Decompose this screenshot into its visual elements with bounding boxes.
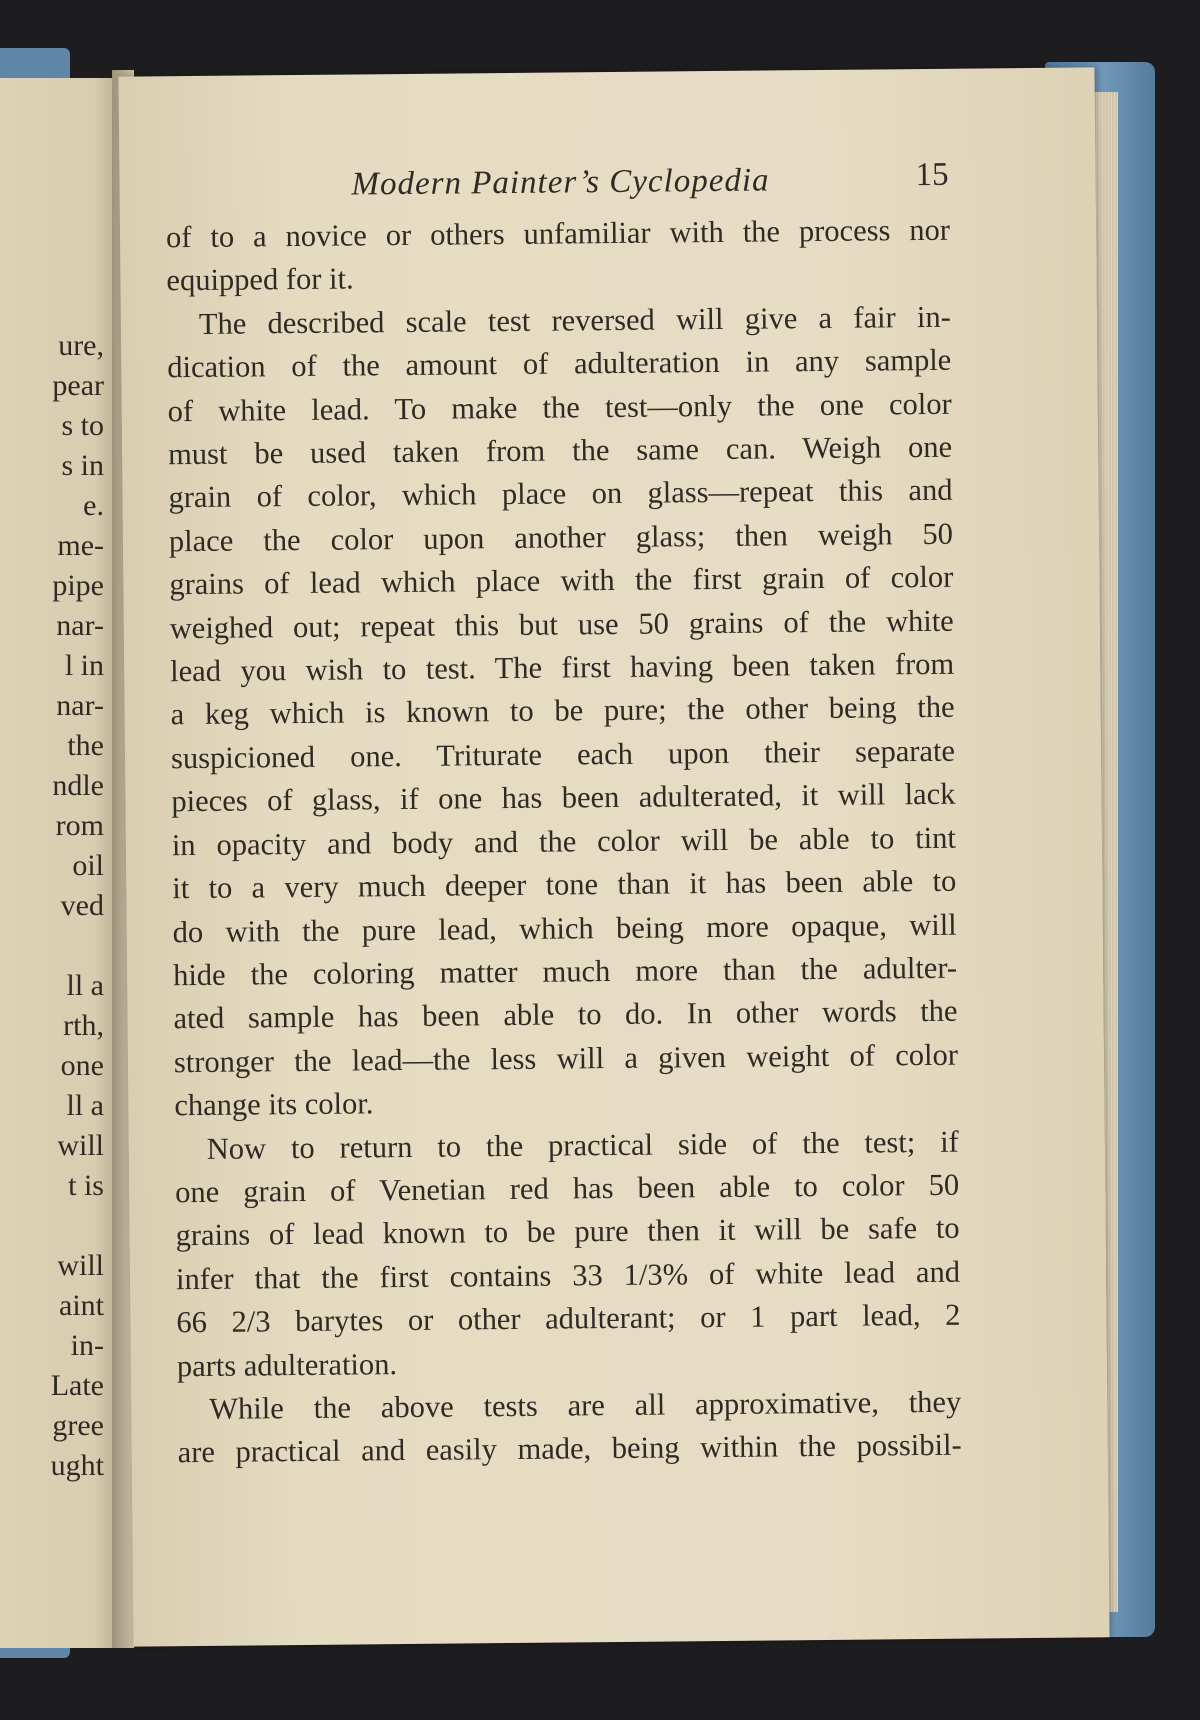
text-line: suspicioned one. Triturate each upon their separate: [170, 733, 956, 776]
left-page-fragment: ll a: [66, 969, 104, 1002]
page-body-text: [166, 209, 962, 1475]
text-line: of to a novice or others unfamiliar with the process nor: [165, 212, 951, 255]
text-line: equipped for it.: [166, 261, 354, 298]
text-line: ated sample has been able to do. In other words the: [173, 994, 958, 1036]
text-line: 66 2/3 barytes or other adulterant; or 1 part lead, 2: [176, 1297, 961, 1340]
left-page-fragment: rth,: [63, 1009, 104, 1042]
left-page-fragment: oil: [72, 849, 104, 882]
left-page-fragment: e.: [83, 489, 104, 522]
left-page-fragment: pear: [52, 369, 104, 402]
text-line: one grain of Venetian red has been able to color 50: [175, 1167, 960, 1210]
left-page-fragment: me-: [57, 529, 104, 562]
left-page-fragment: gree: [52, 1409, 104, 1442]
text-line: infer that the first contains 33 1/3% of white lead and: [175, 1254, 961, 1296]
text-line: of white lead. To make the test—only the one color: [167, 386, 952, 428]
left-page-fragment: rom: [55, 809, 104, 842]
text-line: hide the coloring matter much more than the adulter-: [172, 950, 958, 993]
text-line: grains of lead which place with the first grain of color: [169, 559, 954, 602]
page-number: 15: [915, 156, 949, 194]
text-line: do with the pure lead, which being more opaque, will: [172, 907, 957, 949]
left-page-fragment: ndle: [52, 769, 104, 802]
left-page-fragment: ure,: [58, 329, 104, 362]
text-line: must be used taken from the same can. Weigh one: [167, 429, 953, 472]
text-line: are practical and easily made, being within the possibil-: [177, 1428, 962, 1470]
text-line: grains of lead known to be pure then it will be safe to: [175, 1211, 960, 1253]
text-line: place the color upon another glass; then weigh 50: [168, 516, 954, 559]
text-line: Now to return to the practical side of the test; if: [206, 1124, 959, 1166]
text-line: grain of color, which place on glass—repeat this and: [168, 473, 953, 515]
left-page-fragment: one: [60, 1049, 104, 1082]
text-line: parts adulteration.: [176, 1346, 398, 1383]
text-line: dication of the amount of adulteration in any sample: [167, 342, 952, 385]
left-page-fragment: nar-: [56, 689, 104, 722]
text-line: While the above tests are all approximative, they: [209, 1384, 962, 1426]
left-page-fragment: pipe: [52, 569, 104, 602]
left-page-fragment: ll a: [66, 1089, 104, 1122]
text-line: in opacity and body and the color will be able to tint: [171, 820, 956, 862]
right-page: [118, 67, 1109, 1646]
text-line: it to a very much deeper tone than it has been able to: [172, 863, 957, 906]
text-line: a keg which is known to be pure; the other being the: [170, 690, 955, 732]
text-line: lead you wish to test. The first having been taken from: [170, 646, 955, 689]
text-line: weighed out; repeat this but use 50 grains of the white: [169, 603, 954, 645]
left-page-fragment: nar-: [56, 609, 104, 642]
left-page-fragment: s to: [61, 409, 104, 442]
left-page-fragment: l in: [64, 649, 104, 682]
text-line: The described scale test reversed will give a fair in-: [198, 299, 951, 341]
left-page-fragment: s in: [61, 449, 104, 482]
left-page-fragment: will: [57, 1249, 104, 1282]
left-page-fragment: ved: [60, 889, 104, 922]
left-page-fragment: will: [57, 1129, 104, 1162]
text-line: pieces of glass, if one has been adulterated, it will lack: [171, 777, 956, 819]
text-line: stronger the lead—the less will a given weight of color: [173, 1037, 959, 1079]
left-page-fragment: t is: [68, 1169, 104, 1202]
left-page-fragment: the: [67, 729, 104, 762]
left-page-fragment: Late: [50, 1369, 104, 1402]
left-page-fragment: ught: [50, 1449, 104, 1482]
running-head: Modern Painter’s Cyclopedia: [351, 162, 770, 203]
left-page-fragment: aint: [59, 1289, 104, 1322]
left-page-fragment: in-: [70, 1329, 104, 1362]
text-line: change its color.: [174, 1086, 374, 1123]
left-page: [0, 78, 118, 1648]
